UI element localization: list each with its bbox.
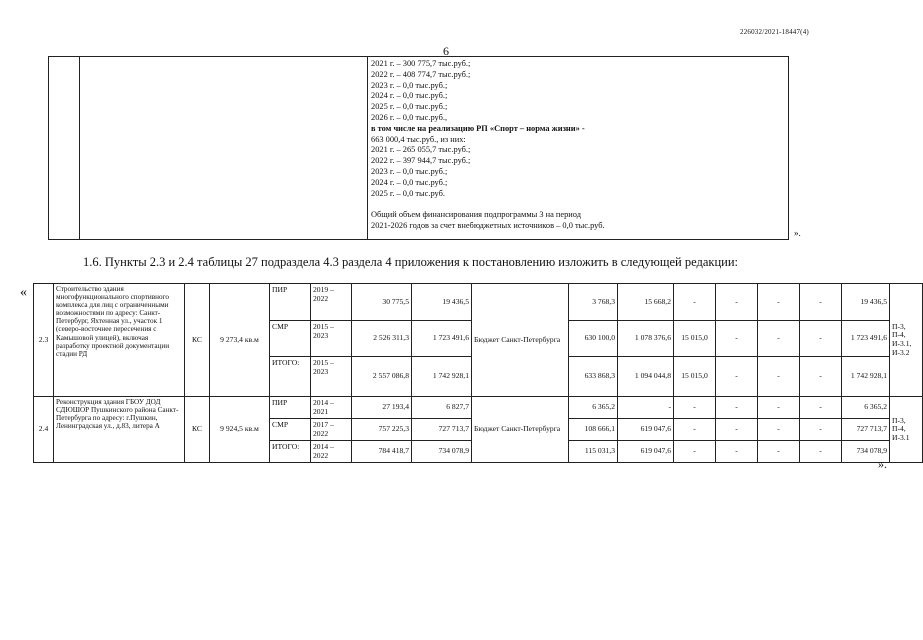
financing-sum-cell: 1 742 928,1: [412, 357, 472, 397]
financing-line: 2026 г. – 0,0 тыс.руб.,: [371, 112, 448, 122]
financing-line: 2024 г. – 0,0 тыс.руб.;: [371, 91, 448, 101]
item-type: КС: [185, 284, 210, 397]
table-column-divider: [79, 57, 80, 239]
indicator-codes: П-3, П-4, И-3.1, И-3.2: [890, 284, 923, 397]
document-number: 226032/2021-18447(4): [740, 28, 809, 36]
total-value-cell: 19 436,5: [842, 284, 890, 321]
period-cell: 2015 – 2023: [311, 357, 352, 397]
stage-cell: СМР: [270, 321, 311, 357]
year-value-cell: 108 666,1: [569, 419, 618, 441]
year-value-cell: 633 868,3: [569, 357, 618, 397]
period-cell: 2015 – 2023: [311, 321, 352, 357]
period-cell: 2014 – 2021: [311, 397, 352, 419]
section-heading: 1.6. Пункты 2.3 и 2.4 таблицы 27 подраздела 4.3 раздела 4 приложения к постановлению изложить в следующей редакции:: [83, 255, 738, 269]
table-row: [34, 284, 923, 321]
financing-line: 2025 г. – 0,0 тыс.руб.: [371, 188, 445, 198]
year-value-cell: -: [800, 284, 842, 321]
financing-line: 2021 г. – 300 775,7 тыс.руб.;: [371, 59, 471, 68]
financing-sum-cell: 727 713,7: [412, 419, 472, 441]
estimated-cost-cell: 784 418,7: [352, 441, 412, 463]
financing-line: 2025 г. – 0,0 тыс.руб.;: [371, 102, 448, 112]
financing-line: 2021-2026 годов за счет внебюджетных источников – 0,0 тыс.руб.: [371, 220, 605, 230]
financing-line: 2024 г. – 0,0 тыс.руб.;: [371, 177, 448, 187]
year-value-cell: -: [716, 284, 758, 321]
year-value-cell: -: [800, 357, 842, 397]
financing-line: 2023 г. – 0,0 тыс.руб.;: [371, 166, 448, 176]
indicator-codes: П-3, П-4, И-3.1: [890, 397, 923, 463]
table-column-divider: [367, 57, 368, 239]
year-value-cell: -: [716, 357, 758, 397]
year-value-cell: -: [716, 321, 758, 357]
financing-line: 2022 г. – 408 774,7 тыс.руб.;: [371, 69, 471, 79]
period-cell: 2014 – 2022: [311, 441, 352, 463]
year-value-cell: 6 365,2: [569, 397, 618, 419]
estimated-cost-cell: 2 526 311,3: [352, 321, 412, 357]
estimated-cost-cell: 2 557 086,8: [352, 357, 412, 397]
financing-lines: [371, 59, 605, 232]
item-number: 2.3: [34, 284, 54, 397]
item-name: Реконструкция здания ГБОУ ДОД СДЮШОР Пушкинского района Санкт-Петербурга по адресу: г.Пушкин, Ленинградская ул., д.83, литера А: [54, 397, 185, 463]
stage-cell: ИТОГО:: [270, 441, 311, 463]
year-value-cell: -: [800, 419, 842, 441]
financing-line: 2021 г. – 265 055,7 тыс.руб.;: [371, 145, 471, 155]
year-value-cell: 630 100,0: [569, 321, 618, 357]
estimated-cost-cell: 27 193,4: [352, 397, 412, 419]
financing-sum-cell: 734 078,9: [412, 441, 472, 463]
year-value-cell: 619 047,6: [618, 441, 674, 463]
financing-line: в том числе на реализацию РП «Спорт – норма жизни» -: [371, 123, 585, 133]
year-value-cell: -: [758, 284, 800, 321]
stage-cell: СМР: [270, 419, 311, 441]
total-value-cell: 734 078,9: [842, 441, 890, 463]
financing-line: 663 000,4 тыс.руб., из них:: [371, 134, 466, 144]
year-value-cell: -: [716, 419, 758, 441]
year-value-cell: -: [716, 441, 758, 463]
year-value-cell: -: [758, 397, 800, 419]
period-cell: 2019 – 2022: [311, 284, 352, 321]
year-value-cell: -: [618, 397, 674, 419]
year-value-cell: 3 768,3: [569, 284, 618, 321]
year-value-cell: -: [674, 284, 716, 321]
year-value-cell: -: [800, 321, 842, 357]
item-type: КС: [185, 397, 210, 463]
total-value-cell: 1 742 928,1: [842, 357, 890, 397]
funding-source: Бюджет Санкт-Петербурга: [472, 284, 569, 397]
funding-source: Бюджет Санкт-Петербурга: [472, 397, 569, 463]
year-value-cell: 1 094 044,8: [618, 357, 674, 397]
stage-cell: ПИР: [270, 284, 311, 321]
financing-continuation-table: [48, 56, 789, 240]
period-cell: 2017 – 2022: [311, 419, 352, 441]
item-number: 2.4: [34, 397, 54, 463]
year-value-cell: -: [800, 441, 842, 463]
year-value-cell: -: [800, 397, 842, 419]
total-value-cell: 1 723 491,6: [842, 321, 890, 357]
closing-quote: ».: [794, 228, 801, 238]
objects-table: [33, 283, 923, 463]
year-value-cell: -: [758, 321, 800, 357]
item-name: Строительство здания многофункционального спортивного комплекса для лиц с ограниченными возможностями по адресу: Санкт-Петербург, Яхтенная ул., участок 1 (северо-восточнее пересечения с Камышовой улицей), включая разработку проектной документации стадии РД: [54, 284, 185, 397]
year-value-cell: -: [674, 441, 716, 463]
financing-line: 2023 г. – 0,0 тыс.руб.;: [371, 80, 448, 90]
closing-quote: ».: [878, 457, 887, 471]
item-area: 9 924,5 кв.м: [210, 397, 270, 463]
table-row: [34, 397, 923, 419]
total-value-cell: 727 713,7: [842, 419, 890, 441]
estimated-cost-cell: 757 225,3: [352, 419, 412, 441]
stage-cell: ИТОГО:: [270, 357, 311, 397]
year-value-cell: 1 078 376,6: [618, 321, 674, 357]
year-value-cell: 15 015,0: [674, 357, 716, 397]
stage-cell: ПИР: [270, 397, 311, 419]
financing-line: [371, 199, 605, 210]
year-value-cell: -: [758, 441, 800, 463]
year-value-cell: 15 668,2: [618, 284, 674, 321]
year-value-cell: 619 047,6: [618, 419, 674, 441]
estimated-cost-cell: 30 775,5: [352, 284, 412, 321]
year-value-cell: -: [716, 397, 758, 419]
financing-line: 2022 г. – 397 944,7 тыс.руб.;: [371, 156, 471, 166]
total-value-cell: 6 365,2: [842, 397, 890, 419]
year-value-cell: -: [758, 419, 800, 441]
year-value-cell: -: [758, 357, 800, 397]
year-value-cell: 15 015,0: [674, 321, 716, 357]
year-value-cell: -: [674, 397, 716, 419]
year-value-cell: -: [674, 419, 716, 441]
item-area: 9 273,4 кв.м: [210, 284, 270, 397]
financing-sum-cell: 6 827,7: [412, 397, 472, 419]
year-value-cell: 115 031,3: [569, 441, 618, 463]
page-number: 6: [443, 44, 449, 58]
financing-sum-cell: 19 436,5: [412, 284, 472, 321]
financing-sum-cell: 1 723 491,6: [412, 321, 472, 357]
financing-line: Общий объем финансирования подпрограммы 3 на период: [371, 210, 581, 220]
opening-quote: «: [20, 285, 27, 300]
